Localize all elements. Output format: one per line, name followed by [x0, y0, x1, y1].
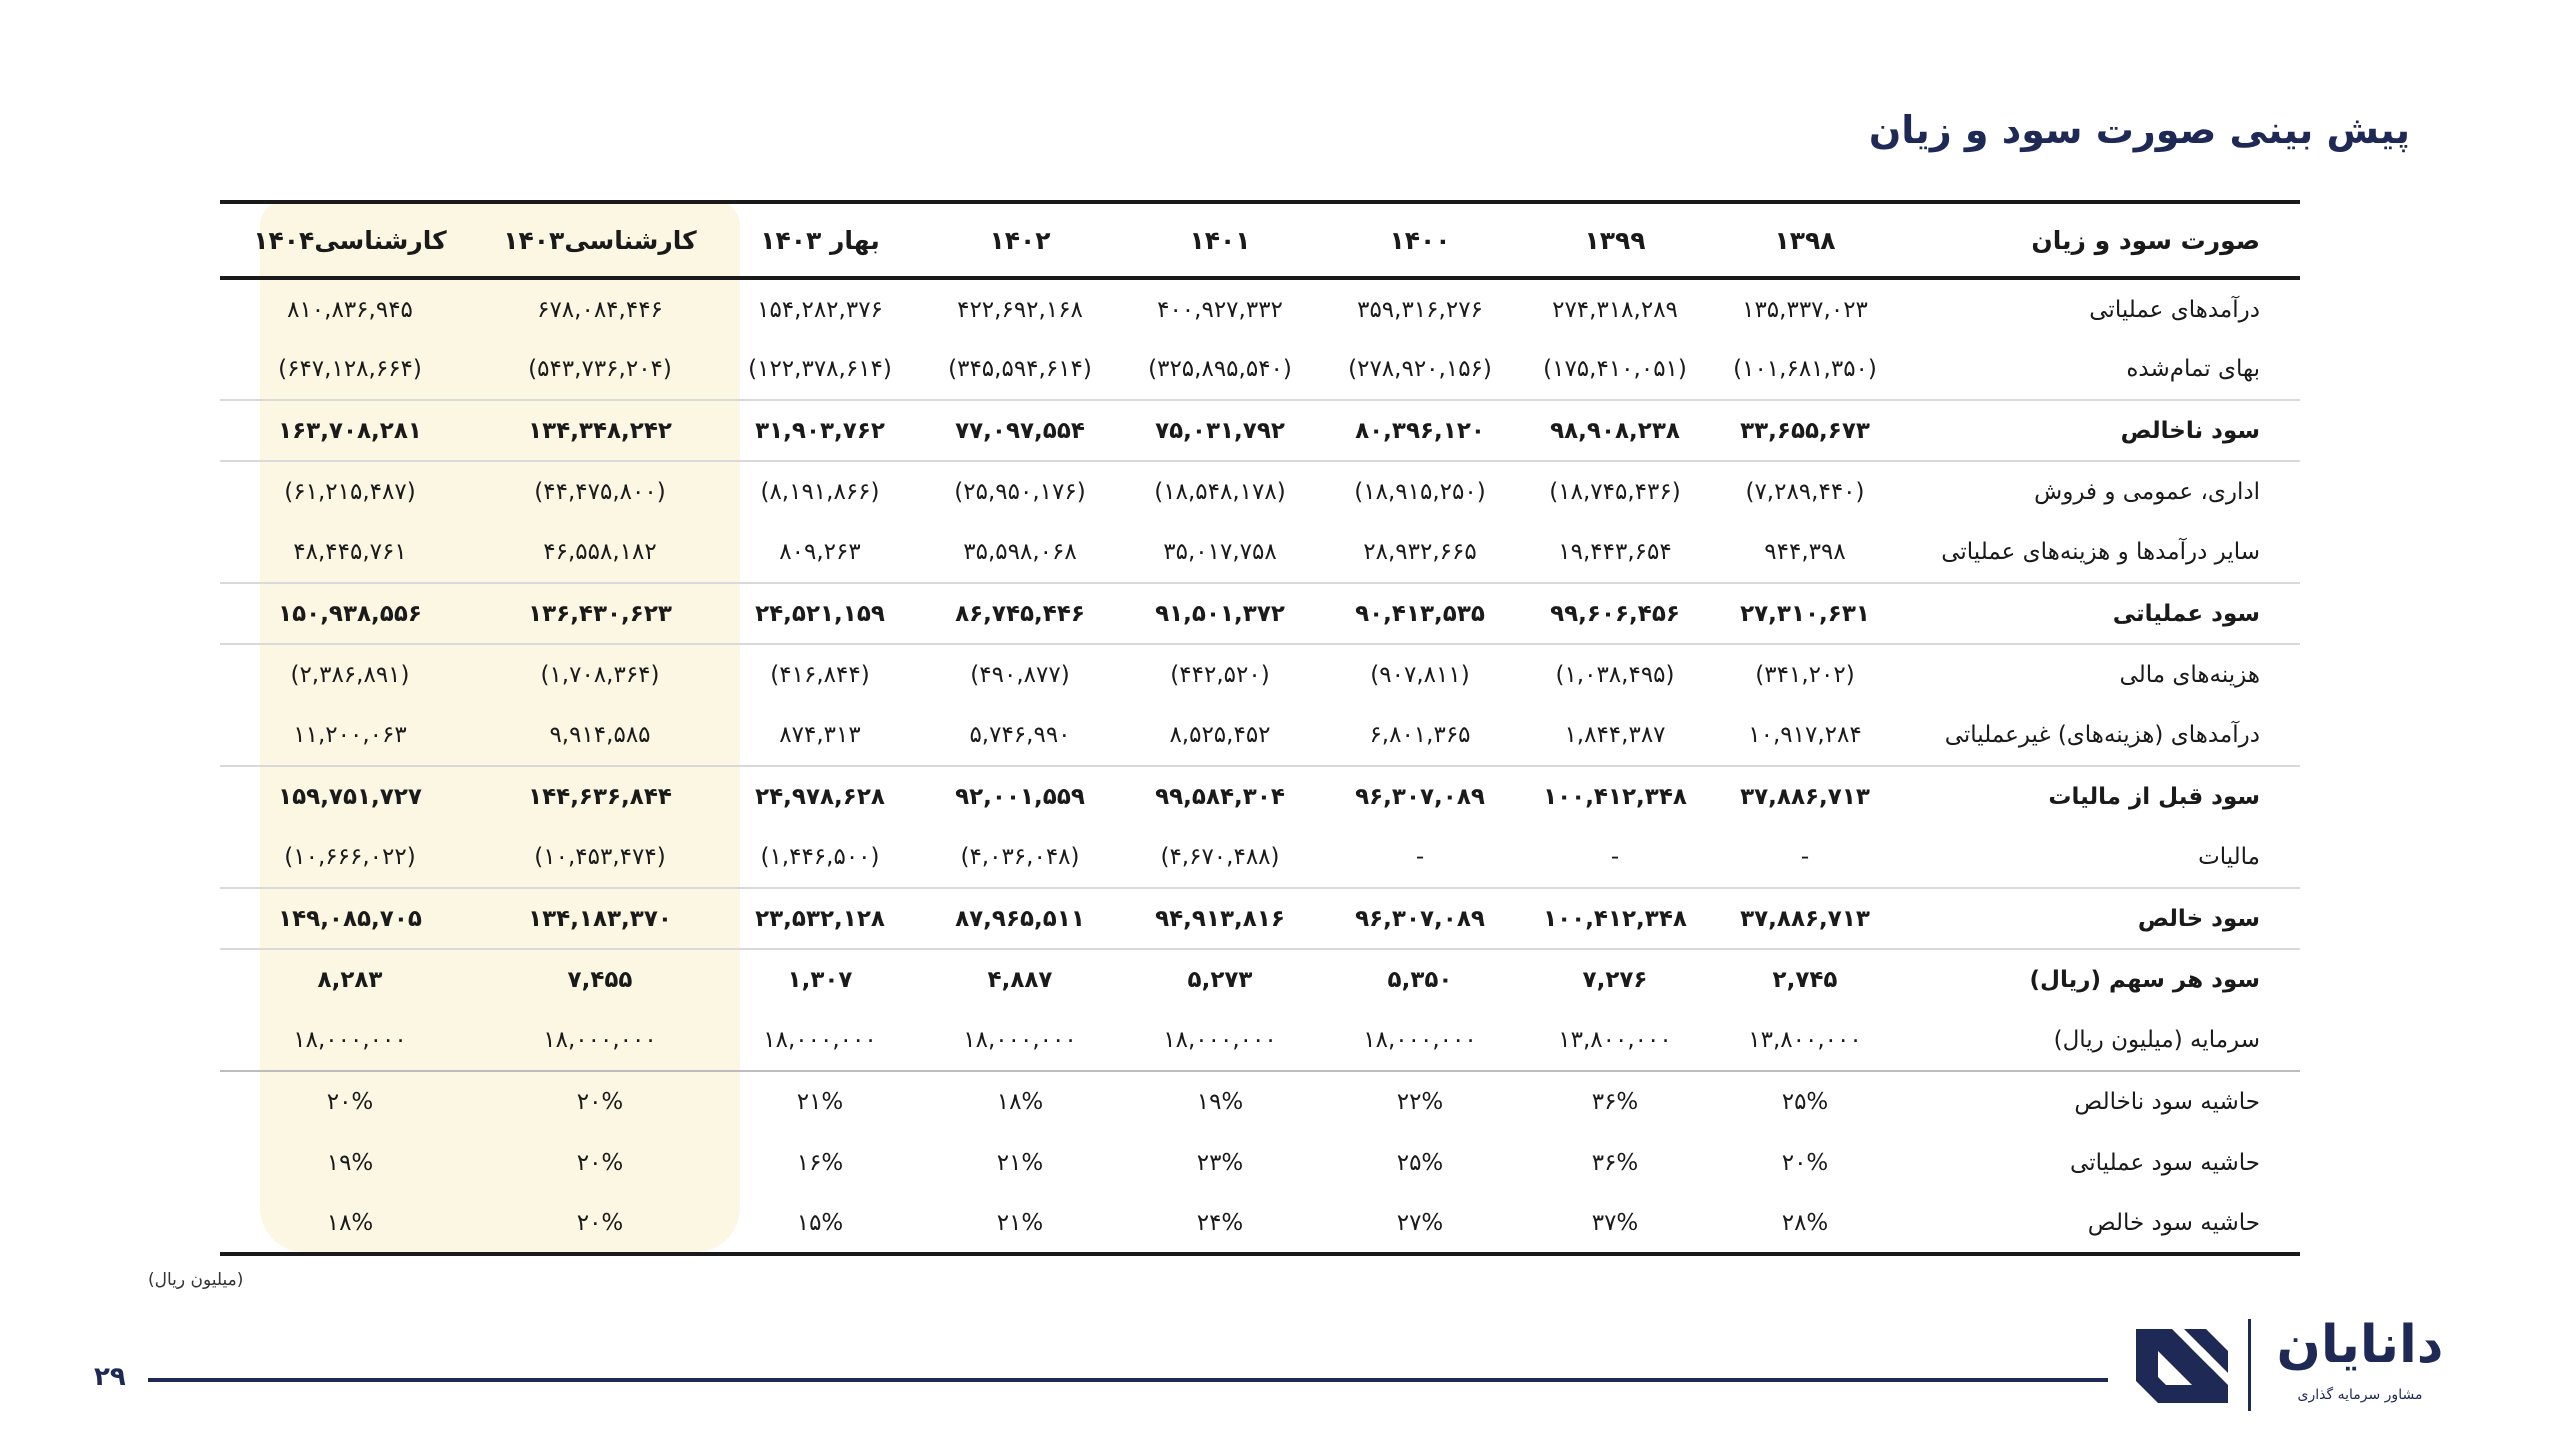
header-year: کارشناسی۱۴۰۳ — [503, 225, 697, 255]
table-cell: ۳۷% — [1591, 1209, 1639, 1236]
table-row — [220, 400, 2300, 461]
table-cell: ۲۳% — [1196, 1149, 1244, 1176]
table-cell: (۴۴,۴۷۵,۸۰۰) — [534, 479, 666, 505]
table-cell: ۱۸,۰۰۰,۰۰۰ — [543, 1027, 657, 1053]
table-cell: ۲۵% — [1781, 1089, 1829, 1115]
table-cell: ۵,۷۴۶,۹۹۰ — [969, 722, 1071, 748]
table-cell: ۳۵,۵۹۸,۰۶۸ — [963, 539, 1077, 565]
row-label: درآمدهای عملیاتی — [2089, 296, 2260, 323]
table-cell: ۱۸,۰۰۰,۰۰۰ — [1163, 1027, 1277, 1053]
table-cell: ۲۲% — [1396, 1089, 1444, 1115]
header-row — [220, 202, 2300, 278]
table-cell: ۳۷,۸۸۶,۷۱۳ — [1740, 905, 1870, 932]
table-cell: ۹۶,۳۰۷,۰۸۹ — [1355, 784, 1485, 810]
units-note: (میلیون ریال) — [148, 1270, 244, 1290]
table-cell: ۲۸% — [1781, 1209, 1829, 1236]
table-cell: ۱,۳۰۷ — [787, 967, 853, 993]
page-number: ۲۹ — [94, 1362, 126, 1392]
table-cell: (۱۲۲,۳۷۸,۶۱۴) — [748, 356, 892, 382]
table-cell: ۴۶,۵۵۸,۱۸۲ — [543, 539, 657, 565]
table-cell: - — [1610, 844, 1620, 870]
table-row — [220, 1071, 2300, 1132]
table-cell: (۱۰,۴۵۳,۴۷۴) — [534, 844, 666, 870]
table-cell: ۵,۲۷۳ — [1187, 967, 1253, 993]
table-cell: (۹۰۷,۸۱۱) — [1370, 662, 1470, 688]
table-cell: ۹۴,۹۱۳,۸۱۶ — [1155, 905, 1285, 932]
table-cell: ۹۱,۵۰۱,۳۷۲ — [1155, 600, 1285, 627]
table-cell: ۹۹,۶۰۶,۴۵۶ — [1550, 600, 1680, 627]
table-cell: ۲۰% — [576, 1089, 624, 1115]
header-year: کارشناسی۱۴۰۴ — [253, 225, 447, 255]
table-cell: ۲۸,۹۳۲,۶۶۵ — [1363, 539, 1477, 565]
table-cell: ۱۹% — [1196, 1089, 1244, 1115]
table-cell: ۱۰۰,۴۱۲,۳۴۸ — [1543, 784, 1687, 810]
table-cell: ۹,۹۱۴,۵۸۵ — [549, 722, 651, 748]
table-row — [220, 827, 2300, 888]
table-cell: (۱۸,۷۴۵,۴۳۶) — [1549, 479, 1681, 505]
table-cell: (۶۴۷,۱۲۸,۶۶۴) — [278, 356, 422, 382]
table-cell: (۷,۲۸۹,۴۴۰) — [1745, 479, 1865, 505]
table-cell: ۲۷,۳۱۰,۶۳۱ — [1740, 600, 1870, 627]
table-cell: ۱۵% — [796, 1209, 844, 1236]
table-cell: ۱۸,۰۰۰,۰۰۰ — [293, 1027, 407, 1053]
table-cell: ۱۸,۰۰۰,۰۰۰ — [1363, 1027, 1477, 1053]
table-cell: ۷,۲۷۶ — [1582, 967, 1648, 993]
table-cell: ۷,۴۵۵ — [567, 967, 633, 993]
table-cell: ۱۴۴,۶۳۶,۸۴۴ — [528, 784, 672, 810]
table-cell: ۳۷,۸۸۶,۷۱۳ — [1740, 784, 1870, 810]
table-cell: ۵,۳۵۰ — [1387, 967, 1453, 993]
row-label: اداری، عمومی و فروش — [2034, 479, 2260, 505]
table-cell: ۴,۸۸۷ — [987, 967, 1053, 993]
table-row — [220, 339, 2300, 400]
table-cell: ۸۶,۷۴۵,۴۴۶ — [955, 600, 1085, 627]
logo-divider — [2248, 1319, 2251, 1411]
table-cell: (۴۹۰,۸۷۷) — [970, 662, 1070, 688]
table-cell: ۲۷۴,۳۱۸,۲۸۹ — [1552, 296, 1678, 323]
table-cell: ۶۷۸,۰۸۴,۴۴۶ — [537, 296, 663, 323]
table-cell: (۲۷۸,۹۲۰,۱۵۶) — [1348, 356, 1492, 382]
table-cell: ۹۹,۵۸۴,۳۰۴ — [1155, 784, 1285, 810]
table-cell: ۸,۵۲۵,۴۵۲ — [1169, 722, 1271, 748]
table-cell: ۱۰,۹۱۷,۲۸۴ — [1748, 722, 1862, 748]
table-cell: ۸۱۰,۸۳۶,۹۴۵ — [287, 296, 413, 323]
table-cell: (۳۴۵,۵۹۴,۶۱۴) — [948, 356, 1092, 382]
table-cell: ۲۱% — [996, 1209, 1044, 1236]
table-cell: (۱,۰۳۸,۴۹۵) — [1555, 662, 1675, 688]
table-cell: ۹۲,۰۰۱,۵۵۹ — [955, 784, 1085, 810]
income-statement-table-wrap — [220, 200, 2300, 1252]
table-cell: ۱۸% — [326, 1209, 374, 1236]
table-cell: ۱۵۰,۹۳۸,۵۵۶ — [278, 600, 422, 627]
table-cell: (۴,۶۷۰,۴۸۸) — [1160, 844, 1280, 870]
table-cell: (۲,۳۸۶,۸۹۱) — [290, 662, 410, 688]
table-cell: ۹۴۴,۳۹۸ — [1764, 539, 1846, 565]
table-cell: (۳۲۵,۸۹۵,۵۴۰) — [1148, 356, 1292, 382]
table-cell: - — [1800, 844, 1810, 870]
header-year: ۱۴۰۱ — [1189, 225, 1251, 255]
row-label: سایر درآمدها و هزینه‌های عملیاتی — [1941, 539, 2260, 565]
table-cell: ۱۴۹,۰۸۵,۷۰۵ — [278, 905, 422, 932]
table-row — [220, 522, 2300, 583]
table-cell: ۹۰,۴۱۳,۵۳۵ — [1355, 600, 1485, 627]
header-label: صورت سود و زیان — [2031, 225, 2260, 255]
table-cell: ۲۰% — [1781, 1149, 1829, 1176]
table-cell: ۴۲۲,۶۹۲,۱۶۸ — [957, 296, 1083, 323]
footer-divider — [148, 1378, 2108, 1382]
table-row — [220, 583, 2300, 644]
table-cell: (۱۸,۵۴۸,۱۷۸) — [1154, 479, 1286, 505]
table-cell: ۸۰,۳۹۶,۱۲۰ — [1355, 417, 1485, 444]
row-label: حاشیه سود عملیاتی — [2070, 1149, 2260, 1176]
table-row — [220, 1010, 2300, 1071]
table-cell: (۱۸,۹۱۵,۲۵۰) — [1354, 479, 1486, 505]
table-cell: ۲۴,۵۲۱,۱۵۹ — [755, 600, 885, 627]
table-cell: ۲۰% — [576, 1209, 624, 1236]
table-row — [220, 278, 2300, 339]
table-cell: (۵۴۳,۷۳۶,۲۰۴) — [528, 356, 672, 382]
row-label: سود ناخالص — [2120, 417, 2260, 444]
table-cell: ۷۵,۰۳۱,۷۹۲ — [1155, 417, 1285, 444]
table-row — [220, 644, 2300, 705]
table-cell: ۱۵۹,۷۵۱,۷۲۷ — [278, 784, 422, 810]
table-cell: ۴۸,۴۴۵,۷۶۱ — [293, 539, 407, 565]
table-cell: ۸,۲۸۳ — [317, 967, 383, 993]
table-cell: ۱۳,۸۰۰,۰۰۰ — [1748, 1027, 1862, 1053]
table-cell: ۳۵۹,۳۱۶,۲۷۶ — [1357, 296, 1483, 323]
table-cell: ۲,۷۴۵ — [1772, 967, 1838, 993]
table-row — [220, 766, 2300, 827]
row-label: سود هر سهم (ریال) — [2029, 967, 2260, 993]
table-cell: ۱۳۵,۳۳۷,۰۲۳ — [1742, 296, 1868, 323]
table-cell: ۲۱% — [796, 1089, 844, 1115]
table-cell: ۴۰۰,۹۲۷,۳۳۲ — [1157, 296, 1283, 323]
table-row — [220, 1132, 2300, 1193]
header-year: ۱۳۹۹ — [1584, 225, 1646, 255]
table-cell: ۳۶% — [1591, 1149, 1639, 1176]
table-cell: (۶۱,۲۱۵,۴۸۷) — [284, 479, 416, 505]
table-cell: ۷۷,۰۹۷,۵۵۴ — [955, 417, 1085, 444]
row-label: سود عملیاتی — [2112, 600, 2260, 627]
table-cell: (۸,۱۹۱,۸۶۶) — [760, 479, 880, 505]
row-label: حاشیه سود خالص — [2087, 1209, 2260, 1236]
row-label: حاشیه سود ناخالص — [2074, 1089, 2260, 1115]
row-label: سود خالص — [2137, 905, 2260, 932]
table-cell: (۴۴۲,۵۲۰) — [1170, 662, 1270, 688]
table-cell: ۱۹% — [326, 1149, 374, 1176]
table-cell: ۳۶% — [1591, 1089, 1639, 1115]
row-label: بهای تمام‌شده — [2126, 356, 2260, 382]
table-cell: ۳۱,۹۰۳,۷۶۲ — [755, 417, 885, 444]
header-year: ۱۴۰۰ — [1389, 225, 1451, 255]
table-cell: ۱۶% — [796, 1149, 844, 1176]
page-title: پیش بینی صورت سود و زیان — [1868, 108, 2410, 152]
table-row — [220, 461, 2300, 522]
table-cell: (۱۷۵,۴۱۰,۰۵۱) — [1543, 356, 1687, 382]
table-cell: ۱۳۴,۱۸۳,۳۷۰ — [528, 905, 672, 932]
table-cell: (۴۱۶,۸۴۴) — [770, 662, 870, 688]
table-cell: ۱۶۳,۷۰۸,۲۸۱ — [278, 417, 422, 444]
table-cell: ۲۰% — [576, 1149, 624, 1176]
table-cell: ۱۸,۰۰۰,۰۰۰ — [763, 1027, 877, 1053]
brand-tagline: مشاور سرمایه گذاری — [2297, 1387, 2423, 1403]
table-cell: ۲۳,۵۳۲,۱۲۸ — [755, 905, 885, 932]
table-cell: (۱,۴۴۶,۵۰۰) — [760, 844, 880, 870]
table-cell: ۱۵۴,۲۸۲,۳۷۶ — [757, 296, 883, 323]
table-cell: ۲۵% — [1396, 1149, 1444, 1176]
table-cell: - — [1415, 844, 1425, 870]
row-label: مالیات — [2198, 844, 2260, 870]
row-label: هزینه‌های مالی — [2119, 662, 2260, 688]
row-label: سرمایه (میلیون ریال) — [2053, 1027, 2260, 1053]
row-label: درآمدهای (هزینه‌های) غیرعملیاتی — [1944, 722, 2260, 748]
table-cell: ۳۳,۶۵۵,۶۷۳ — [1740, 417, 1870, 444]
table-cell: ۶,۸۰۱,۳۶۵ — [1369, 722, 1471, 748]
table-cell: (۳۴۱,۲۰۲) — [1755, 662, 1855, 688]
table-row — [220, 705, 2300, 766]
income-statement-table — [220, 200, 2300, 1256]
table-cell: ۳۵,۰۱۷,۷۵۸ — [1163, 539, 1277, 565]
table-cell: ۸۷,۹۶۵,۵۱۱ — [955, 905, 1085, 932]
table-cell: (۱,۷۰۸,۳۶۴) — [540, 662, 660, 688]
danayan-logo-icon — [2132, 1323, 2232, 1409]
table-row — [220, 888, 2300, 949]
table-cell: (۱۰,۶۶۶,۰۲۲) — [284, 844, 416, 870]
header-year: بهار ۱۴۰۳ — [760, 225, 880, 255]
table-cell: ۱۸% — [996, 1089, 1044, 1115]
row-label: سود قبل از مالیات — [2048, 784, 2260, 810]
table-cell: ۲۴,۹۷۸,۶۲۸ — [755, 784, 885, 810]
brand-logo — [2130, 1315, 2460, 1415]
table-cell: ۲۰% — [326, 1089, 374, 1115]
table-cell: ۱۰۰,۴۱۲,۳۴۸ — [1543, 905, 1687, 932]
header-year: ۱۴۰۲ — [989, 225, 1051, 255]
table-cell: ۱۱,۲۰۰,۰۶۳ — [293, 722, 407, 748]
table-cell: (۱۰۱,۶۸۱,۳۵۰) — [1733, 356, 1877, 382]
table-cell: (۴,۰۳۶,۰۴۸) — [960, 844, 1080, 870]
brand-name: دانایان — [2276, 1315, 2444, 1375]
table-cell: ۲۴% — [1196, 1209, 1244, 1236]
table-cell: ۱۳۴,۳۴۸,۲۴۲ — [528, 417, 672, 444]
table-row — [220, 949, 2300, 1010]
table-cell: ۹۸,۹۰۸,۲۳۸ — [1550, 417, 1680, 444]
table-cell: ۹۶,۳۰۷,۰۸۹ — [1355, 905, 1485, 932]
table-cell: ۸۷۴,۳۱۳ — [779, 722, 861, 748]
table-cell: (۲۵,۹۵۰,۱۷۶) — [954, 479, 1086, 505]
table-cell: ۱۹,۴۴۳,۶۵۴ — [1558, 539, 1672, 565]
table-cell: ۱۳۶,۴۳۰,۶۲۳ — [528, 600, 672, 627]
table-cell: ۱۳,۸۰۰,۰۰۰ — [1558, 1027, 1672, 1053]
table-cell: ۲۱% — [996, 1149, 1044, 1176]
table-row — [220, 1193, 2300, 1254]
table-cell: ۱۸,۰۰۰,۰۰۰ — [963, 1027, 1077, 1053]
table-cell: ۱,۸۴۴,۳۸۷ — [1564, 722, 1666, 748]
table-cell: ۲۷% — [1396, 1209, 1444, 1236]
table-cell: ۸۰۹,۲۶۳ — [779, 539, 861, 565]
header-year: ۱۳۹۸ — [1774, 225, 1836, 255]
